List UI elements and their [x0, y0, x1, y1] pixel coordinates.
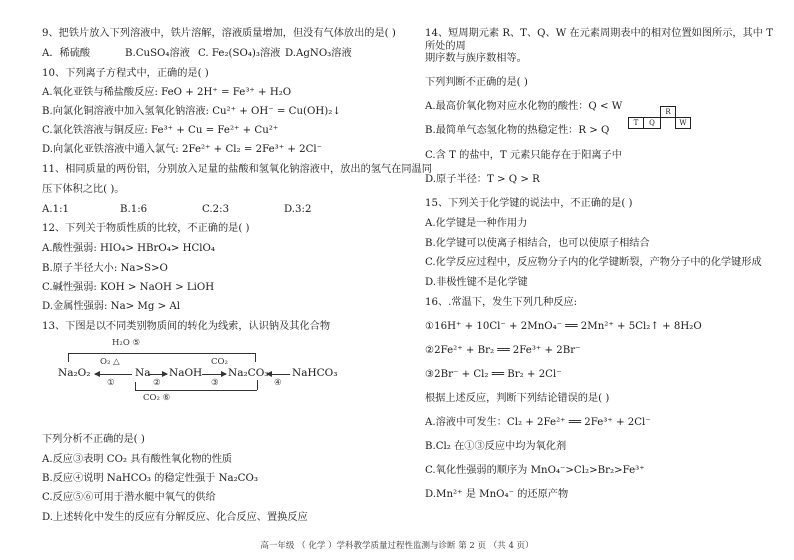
species-na2o2: Na₂O₂: [58, 367, 91, 379]
q9-option-a[interactable]: A．稀硫酸: [42, 48, 91, 59]
species-naoh: NaOH: [169, 367, 203, 379]
diagram-frame-top: [68, 353, 255, 354]
q10-option-c[interactable]: C.氯化铁溶液与铜反应: Fe³⁺ + Cu = Fe²⁺ + Cu²⁺: [42, 125, 279, 136]
q11-option-b[interactable]: B.1:6: [120, 204, 148, 215]
page-footer: 高一年级 （ 化学 ）学科教学质量过程性监测与诊断 第 2 页 （共 4 页）: [260, 541, 534, 551]
arrow-na-to-naoh: [148, 374, 167, 375]
q14-stem-1: 14、短周期元素 R、T、Q、W 在元素周期表中的相对位置如图所示，其中 T 所处的周: [425, 28, 774, 52]
q15-stem: 15、下列关于化学键的说法中，不正确的是( ): [425, 198, 633, 209]
q12-option-d[interactable]: D.金属性强弱: Na> Mg > Al: [42, 301, 180, 312]
q15-option-c[interactable]: C.化学反应过程中，反应物分子内的化学键断裂，产物分子中的化学键形成: [425, 257, 762, 268]
co2-label-bottom: CO₂ ⑥: [143, 393, 171, 403]
sodium-conversion-diagram: [40, 336, 370, 404]
diagram-frame-bottom: [135, 390, 257, 391]
q9-option-d[interactable]: D.AgNO₃溶液: [285, 48, 352, 59]
q13-option-b[interactable]: B.反应④说明 NaHCO₃ 的稳定性强于 Na₂CO₃: [42, 473, 258, 484]
q13-sub: 下列分析不正确的是( ): [42, 434, 145, 445]
q13-stem: 13、下图是以不同类别物质间的转化为线索，认识钠及其化合物: [42, 321, 331, 332]
q11-option-d[interactable]: D.3:2: [284, 204, 312, 215]
q13-option-a[interactable]: A.反应③表明 CO₂ 具有酸性氧化物的性质: [42, 454, 233, 465]
q14-sub: 下列判断不正确的是( ): [425, 77, 528, 88]
arrow-naoh-to-na2co3: [202, 374, 226, 375]
q11-stem-1: 11、相同质量的两份铝，分别放入足量的盐酸和氢氧化钠溶液中，放出的氢气在同温同: [42, 164, 432, 175]
q12-option-a[interactable]: A.酸性强弱: HIO₄> HBrO₄> HClO₄: [42, 243, 215, 254]
diagram-frame-left: [68, 353, 69, 362]
diagram-frame-top-right: [255, 353, 256, 362]
h2o-label: H₂O ⑤: [112, 338, 141, 348]
q15-option-d[interactable]: D.非极性键不是化学键: [425, 277, 528, 288]
q9-option-c[interactable]: C. Fe₂(SO₄)₃溶液: [198, 48, 281, 59]
reaction-1-label: ①: [107, 378, 115, 388]
q10-option-d[interactable]: D.向氯化亚铁溶液中通入氯气: 2Fe²⁺ + Cl₂ = 2Fe³⁺ + 2Cl⁻: [42, 144, 323, 155]
q13-option-d[interactable]: D.上述转化中发生的反应有分解反应、化合反应、置换反应: [42, 512, 308, 523]
co2-label-mid: CO₂: [211, 357, 228, 367]
q10-stem: 10、下列离子方程式中，正确的是( ): [42, 68, 209, 79]
q16-sub: 根据上述反应，判断下列结论错误的是( ): [425, 393, 610, 404]
periodic-table-fragment: [628, 106, 690, 130]
q16-stem: 16、.常温下，发生下列几种反应:: [425, 297, 578, 308]
q14-option-a[interactable]: A.最高价氧化物对应水化物的酸性：Q < W: [425, 101, 623, 112]
species-na2co3: Na₂CO₃: [228, 367, 269, 379]
arrow-nahco3-to-na2co3: [267, 374, 290, 375]
o2-heat-label: O₂ △: [100, 357, 120, 367]
species-nahco3: NaHCO₃: [292, 367, 338, 379]
q11-options: [42, 203, 311, 216]
q12-option-c[interactable]: C.碱性强弱: KOH > NaOH > LiOH: [42, 282, 215, 293]
q9-options: [42, 47, 352, 60]
reaction-3-label: ③: [211, 378, 219, 388]
q15-option-b[interactable]: B.化学键可以使离子相结合，也可以使原子相结合: [425, 238, 650, 249]
q16-reaction-1: ①16H⁺ + 10Cl⁻ + 2MnO₄⁻ ══ 2Mn²⁺ + 5Cl₂↑ + 8H₂O: [425, 321, 702, 332]
q16-option-d[interactable]: D.Mn²⁺ 是 MnO₄⁻ 的还原产物: [425, 489, 569, 500]
q14-stem-2: 期序数与族序数相等。: [425, 53, 527, 64]
cell-t: T: [628, 117, 644, 129]
q10-option-b[interactable]: B.向氯化铜溶液中加入氢氧化钠溶液: Cu²⁺ + OH⁻ = Cu(OH)₂↓: [42, 106, 341, 117]
species-na: Na: [135, 367, 151, 379]
diagram-frame-bottom-left: [135, 382, 136, 390]
arrow-na-to-na2o2: [95, 374, 132, 375]
q12-stem: 12、下列关于物质性质的比较，不正确的是( ): [42, 223, 250, 234]
q9-stem: 9、把铁片放入下列溶液中，铁片溶解，溶液质量增加，但没有气体放出的是( ): [42, 28, 396, 39]
cell-w: W: [675, 117, 691, 129]
q14-option-d[interactable]: D.原子半径：T > Q > R: [425, 174, 540, 185]
reaction-2-label: ②: [153, 378, 161, 388]
q15-option-a[interactable]: A.化学键是一种作用力: [425, 218, 528, 229]
q11-option-a[interactable]: A.1:1: [42, 204, 69, 215]
cell-r: R: [660, 106, 676, 118]
q16-reaction-3: ③2Br⁻ + Cl₂ ══ Br₂ + 2Cl⁻: [425, 369, 562, 380]
q13-option-c[interactable]: C.反应⑤⑥可用于潜水艇中氧气的供给: [42, 492, 216, 503]
q16-reaction-2: ②2Fe²⁺ + Br₂ ══ 2Fe³⁺ + 2Br⁻: [425, 345, 581, 356]
q16-option-c[interactable]: C.氧化性强弱的顺序为 MnO₄⁻>Cl₂>Br₂>Fe³⁺: [425, 465, 645, 476]
q11-option-c[interactable]: C.2:3: [202, 204, 230, 215]
q14-option-c[interactable]: C.含 T 的盐中，T 元素只能存在于阳离子中: [425, 150, 622, 161]
q12-option-b[interactable]: B.原子半径大小: Na>S>O: [42, 263, 168, 274]
q9-option-b[interactable]: B.CuSO₄溶液: [125, 48, 190, 59]
cell-q: Q: [643, 117, 661, 129]
reaction-4-label: ④: [274, 378, 282, 388]
q11-stem-2: 压下体积之比( )。: [42, 184, 125, 195]
diagram-frame-bottom-right: [257, 380, 258, 390]
q16-option-b[interactable]: B.Cl₂ 在①③反应中均为氧化剂: [425, 441, 567, 452]
q14-option-b[interactable]: B.最简单气态氢化物的热稳定性：R > Q: [425, 125, 610, 136]
q16-option-a[interactable]: A.溶液中可发生：Cl₂ + 2Fe²⁺ ══ 2Fe³⁺ + 2Cl⁻: [425, 417, 651, 428]
q10-option-a[interactable]: A.氧化亚铁与稀盐酸反应: FeO + 2H⁺ = Fe³⁺ + H₂O: [42, 87, 292, 98]
